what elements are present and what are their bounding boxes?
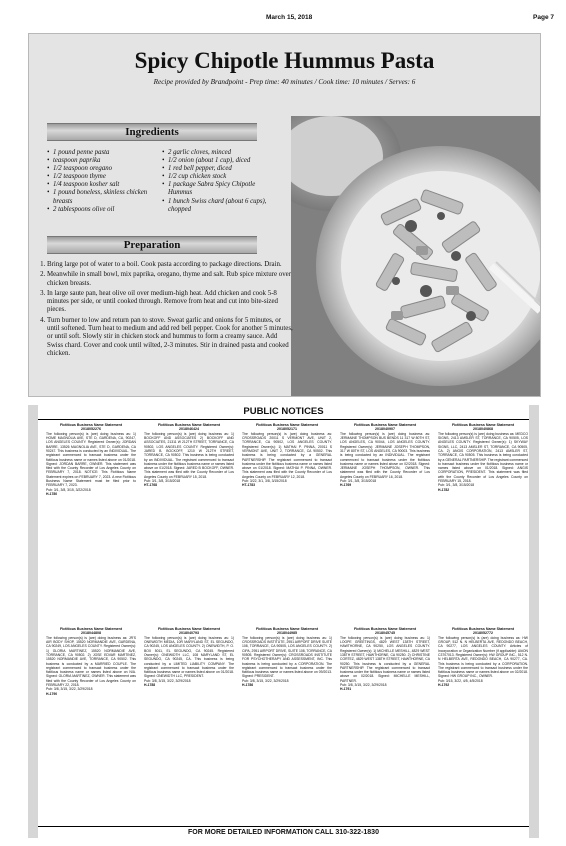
ingredients-list-right [162,149,280,214]
ingredient-item: • 1 bunch Swiss chard (about 6 cups), chopped [162,198,280,214]
notice-title: Fictitious Business Name Statement [59,627,123,631]
ingredients-heading: Ingredients [47,123,257,141]
notice-number: 2018052276 [81,427,101,432]
notice-publication: Pub: 3/15, 3/22, 4/5, 4/5/2018 [438,678,483,683]
notice-title: Fictitious Business Name Statement [157,627,221,631]
ingredient-item: • 1 pound boneless, skinless chicken breasts [47,189,159,205]
public-notices-section [28,405,539,838]
notice-number: 2018044985 [277,631,297,636]
notice-publication: Pub: 3/8, 3/15, 3/22, 3/29/2018 [340,683,387,688]
notice-publication: Pub: 3/22, 3/1, 3/8, 3/15/2018 [242,479,287,484]
notice-number: 2018040907 [375,427,395,432]
public-notices-page [38,405,529,838]
notice-publication: Pub: 3/1, 3/8, 3/15/2018 [144,479,181,484]
notice-number: 2018040868 [473,427,493,432]
notice-reference: H-1769 [340,483,352,488]
notice-title: Fictitious Business Name Statement [451,627,515,631]
notice-number: 2018052772 [473,631,493,636]
notice-body: The following person(s) is (are) doing business as: MEDCO SIGNS, 2413 AMSLER ST, TORRANCE, CA 90505, LOS ANGELES COUNTY. Registered Owner(s): 1) SKYWAY SIGNS, LLC, 2413 AMSLER ST, TORRANCE, CA 90505, CA. 2) ANGIS CORPORATION, 2413 AMSLER ST, TORRANCE, CA 90505. This business is being conducted by a GENERAL PARTNERSHIP. The registrant commenced to transact business under the fictitious business name or names listed above on 01/2018. Signed: ANGIS CORPORATION, PRESIDENT. This statement was filed with the County Recorder of Los Angeles County on FEBRUARY 15, 2018. [438,431,528,484]
ingredient-item: • 2 tablespoons olive oil [47,206,159,214]
notice-body: The following person(s) is (are) doing business as: 1) HOME MAGNOLIA AVE, STE D, GARDENA, CA, 90247, LOS ANGELES COUNTY. Registered Owner(s): JORDAN BARRE, 13526 MAGNOLIA AVE, STE D, GARDENA, CA 90247. This business is conducted by an INDIVIDUAL. The registrant commenced to transact business under the fictitious business name or names listed above on 01/2018. Signed: JORDAN BARRE, OWNER. This statement was filed with the County Recorder of Los Angeles County on FEBRUARY 7, 2018. NOTICE: This Fictitious Name Statement expires on FEBRUARY 7, 2023. A new Fictitious Business Name Statement must be filed prior to FEBRUARY 7, 2023. [46,431,136,488]
notice-title: Fictitious Business Name Statement [59,423,123,427]
notice-title: Fictitious Business Name Statement [353,627,417,631]
notice-title: Fictitious Business Name Statement [255,627,319,631]
ingredient-item: • 1/2 cup chicken stock [162,173,280,181]
notice-item [438,423,528,623]
preparation-step: 4. Turn burner to low and return pan to stove. Sweat garlic and onions for 5 minutes, or until softened. Turn heat to medium and add red bell pepper. Cook for another 5 minutes, or until soft. Slowly stir in chicken stock and hummus to form a creamy sauce. Add Swiss chard. Cover and cook until wilted, 2-3 minutes. Stir in drained pasta and cooked chicken. [47,317,295,358]
recipe-title: Spicy Chipotle Hummus Pasta [134,48,435,73]
ingredient-item: • teaspoon paprika [47,157,159,165]
preparation-steps [38,261,295,360]
notice-title: Fictitious Business Name Statement [451,423,515,427]
notice-body: The following person(s) is (are) doing business as: JR'S AIR BODY SHOP, 15520 NORMANDIE AVE, GARDENA, CA 90249, LOS ANGELES COUNTY. Registered Owner(s): 1) GLORIA MARTINEZ, 15520 NORMANDIE AVE, TORRANCE, CA 90502. 2) JOSE EDVAR MARTINEZ, 15520 NORMANDIE AVE, TORRANCE, CA 90502. This business is conducted by a MARRIED COUPLE. The registrant commenced to transact business under the fictitious business name or names listed above on N/A. Signed: GLORIA MARTINEZ, OWNER. This statement was filed with the County Recorder of Los Angeles County on FEBRUARY 22, 2018. [46,635,136,688]
notice-reference: H-1782 [438,487,450,492]
notice-number: 2018040793 [179,631,199,636]
notice-body: The following person(s) is (are) doing business as: CROSSROADS 20011 S VERMONT AVE, UNIT 2, TORRANCE, CA 90502, LOS ANGELES COUNTY. Registered Owner(s): 1) MATHAI P. PINNA, 20011 S VERMONT AVE, UNIT 2, TORRANCE, CA 90502. This business is being conducted by a GENERAL PARTNERSHIP. The registrant commenced to transact business under the fictitious business name or names listed above on 01/2018. Signed: MATHAI P. PINNA, OWNER. This statement was filed with the County Recorder of Los Angeles County on FEBRUARY 12, 2018. [242,431,332,479]
ingredient-item: • 2 garlic cloves, minced [162,149,280,157]
notice-body: The following person(s) is (are) doing business as: HW GROUP, 512 N. N HELBERTA AVE, REDONDO BEACH, CA 90277, LOS ANGELES COUNTY. Articles of Incorporation or Organization Number (if applicable): AI#ON C3707013. Registered Owner(s): HW GROUP INC., 512 N. N HELBERTA AVE, REDONDO BEACH, CA 90277, CA. This business is being conducted by a CORPORATION. The registrant commenced to transact business under the fictitious business name or names listed above on 02/2018. Signed: HW GROUP INC., OWNER. [438,635,528,679]
preparation-step: 1. Bring large pot of water to a boil. Cook pasta according to package directions. Drain. [47,261,295,269]
notice-body: The following person(s) is (are) doing business as: 1) CROSSROADS INSTITUTE, 2951 AIRPORT DRIVE SUITE 108, TORRANCE, CA 90505, LOS ANGELES COUNTY. 2) CIPA, 2951 AIRPORT DRIVE, SUITE 108, TORRANCE, CA 90505. Registered Owner(s): CROSSROADS INSTITUTE FOR PSYCHOTHERAPY AND ASSESSMENT, INC. This business is being conducted by a CORPORATION. The registrant commenced to transact business under the fictitious business name or names listed above on 09/2013. Signed: PRESIDENT. [242,635,332,679]
preparation-heading: Preparation [47,236,257,254]
ingredient-item: • 1/4 teaspoon kosher salt [47,181,159,189]
notice-body: The following person(s) is (are) doing business as: 1) BOCKOFF AND ASSOCIATES 2) BOCKOFF AND ASSOCIATES, 21311 W 212TH STREET, TORRANCE, CA 90502, LOS ANGELES COUNTY. Registered Owner(s): JARED B. BOCKOFF, 1210 W 212TH STREET, TORRANCE, CA 90502. This business is being conducted by an INDIVIDUAL. The registrant commenced to transact business under the fictitious business name or names listed above on 01/2018. Signed: JARED B BOCKOFF, OWNER. This statement was filed with the County Recorder of Los Angeles County on FEBRUARY 15, 2018. [144,431,234,479]
pasta-photo [291,116,540,396]
notice-body: The following person(s) is (are) doing business as: 1) LOOPE GREETINGS, 4829 WEST 138TH STREET, HAWTHORNE, CA 90250, LOS ANGELES COUNTY. Registered Owner(s): 1) MICHELLE MESHILL, 4829 WEST 138TH STREET, HAWTHORNE, CA 90250. 2) CHRISTINE CORTEZ, 4829 WEST 138TH STREET, HAWTHORNE, CA 90250. This business is conducted by a GENERAL PARTNERSHIP. The registrant commenced to transact business under the fictitious business name or names listed above on 02/2018. Signed: MICHELLE MESHILL, PARTNER. [340,635,430,683]
preparation-step: 2. Meanwhile in small bowl, mix paprika, oregano, thyme and salt. Rub spice mixture over chicken breasts. [47,271,295,288]
notice-publication: Pub: 3/1, 3/8, 3/15/2018 [438,483,475,488]
page-header [0,14,566,26]
notice-reference: H-1790 [46,691,58,696]
recipe-subtitle: Recipe provided by Brandpoint - Prep time: 40 minutes / Cook time: 10 minutes / Serves: 6 [153,78,416,86]
notice-reference: H-1780 [46,491,58,496]
notice-reference: HT-1768 [144,483,158,488]
ingredient-item: • 1/2 teaspoon oregano [47,165,159,173]
notice-reference: H-1792 [438,683,450,688]
notice-publication: Pub: 3/1, 3/8, 3/15, 3/22/2018 [46,487,91,492]
issue-date: March 15, 2018 [266,14,313,21]
ingredient-item: • 1 pound penne pasta [47,149,159,157]
notice-publication: Pub: 3/8, 3/15, 3/22, 3/29/2018 [144,678,191,683]
notice-publication: Pub: 3/8, 3/15, 3/22, 3/29/2018 [242,678,289,683]
notice-number: 2018052171 [277,427,297,432]
ingredient-item: • 1/2 teaspoon thyme [47,173,159,181]
public-notices-heading: PUBLIC NOTICES [38,405,529,420]
notice-item [340,627,430,820]
notice-number: 2018045745 [375,631,395,636]
ingredient-item: • 1 package Sabra Spicy Chipotle Hummus [162,181,280,197]
notice-item [340,423,430,623]
notice-item [144,423,234,623]
notice-reference: H-1791 [340,687,352,692]
notice-reference: H-1788 [144,683,156,688]
notice-item [438,627,528,820]
public-notices-footer: FOR MORE DETAILED INFORMATION CALL 310-322-1830 [38,826,529,838]
pasta-photo-art [291,116,540,396]
notice-body: The following person(s) is (are) doing business as: JERMAINE THOMPSON BUS BENDS 11 317 W 80TH ST, LOS ANGELES, CA 90044, LOS ANGELES COUNTY. Registered Owner(s): JERMAINE JOSEPH THOMPSON, 317 W 80TH ST, LOS ANGELES, CA 90003. This business is being conducted by an INDIVIDUAL. The registrant commenced to transact business under the fictitious business name or names listed above on 02/2018. Signed: JERMAINE JOSEPH THOMPSON, OWNER. This statement was filed with the County Recorder of Los Angeles County on FEBRUARY 16, 2018. [340,431,430,479]
notice-number: 2018046424 [179,427,199,432]
notice-reference: H-1786 [242,683,254,688]
ingredient-item: • 1 red bell pepper, diced [162,165,280,173]
page-number: Page 7 [533,14,554,21]
notice-title: Fictitious Business Name Statement [157,423,221,427]
recipe-panel [28,33,541,397]
ingredient-item: • 1/2 onion (about 1 cup), diced [162,157,280,165]
notice-item [242,627,332,820]
notice-item [242,423,332,623]
notice-publication: Pub: 3/8, 3/15, 3/22, 3/29/2018 [46,687,93,692]
notice-title: Fictitious Business Name Statement [255,423,319,427]
notice-title: Fictitious Business Name Statement [353,423,417,427]
notice-reference: HT-1783 [242,483,256,488]
notice-body: The following person(s) is (are) doing business as: 1) ONEWIDTH MEDIA, 10R MARYLAND ST, EL SEGUNDO, CA 90245, LOS ANGELES COUNTY. 2) ONEWIDTH, P. O. BOX 5011, EL SEGUNDO, CA 90245. Registered Owner(s): ONEWIDTH LLC, 108 MARYLAND ST, EL SEGUNDO, CA 90245, CA. This business is being conducted by a LIMITED LIABILITY COMPANY. The registrant commenced to transact business under the fictitious business name or names listed above on 01/2018. Signed: ONEWIDTH LLC, PRESIDENT. [144,635,234,679]
notice-item [144,627,234,820]
preparation-step: 3. In large saute pan, heat olive oil over medium-high heat. Add chicken and cook 5-8 minutes per side, or until cooked through. Remove from heat and cut into bite-sized pieces. [47,290,295,315]
notice-number: 2018044808 [81,631,101,636]
notice-item [46,423,136,623]
notice-publication: Pub: 3/1, 3/8, 3/15/2018 [340,479,377,484]
notice-item [46,627,136,820]
ingredients-list-left [47,149,159,214]
